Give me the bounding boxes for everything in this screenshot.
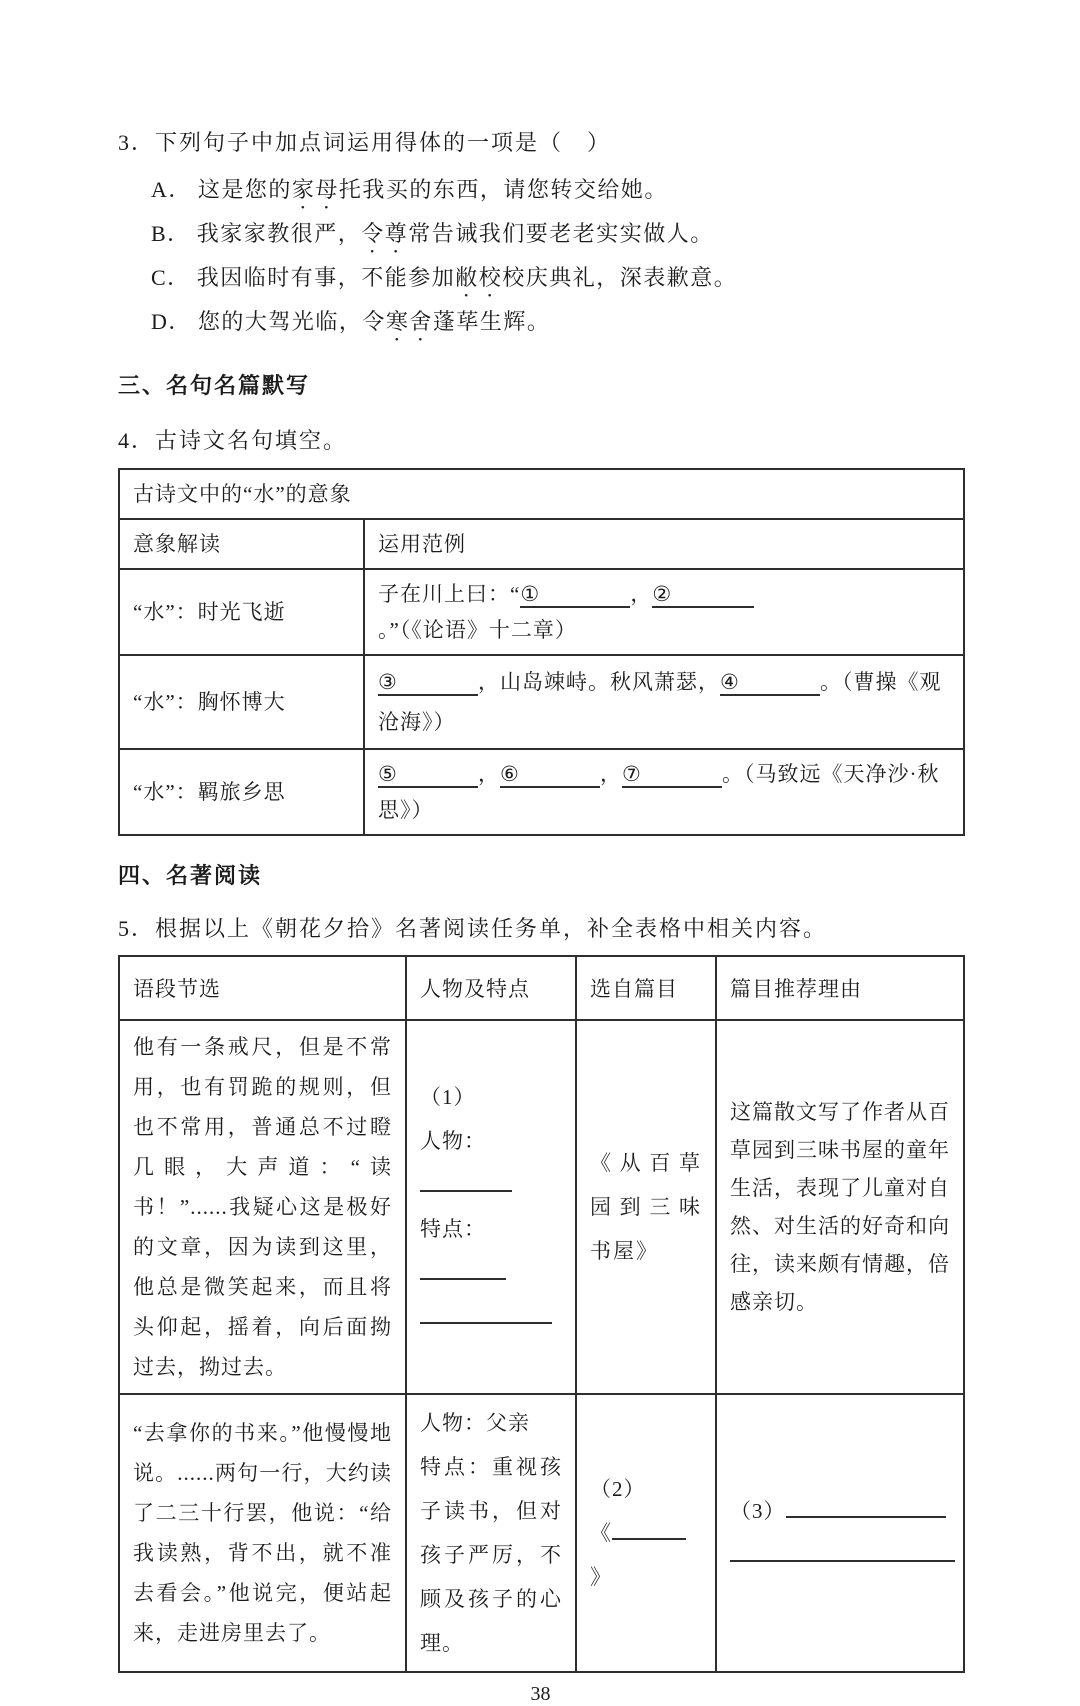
column-header-excerpt: 语段节选 — [119, 956, 406, 1020]
table-row — [119, 749, 964, 835]
option-a-text-post: 托我买的东西，请您转交给她。 — [338, 177, 668, 202]
imagery-label: “水”：羁旅乡思 — [119, 749, 364, 835]
recommendation-reason: 这篇散文写了作者从百草园到三味书屋的童年生活，表现了儿童对自然、对生活的好奇和向往，读来颇有情趣，倍感亲切。 — [716, 1020, 964, 1394]
table-title: 古诗文中的“水”的意象 — [119, 469, 964, 519]
imagery-label: “水”：胸怀博大 — [119, 655, 364, 749]
water-imagery-table — [118, 468, 965, 836]
section-heading-reading: 四、名著阅读 — [118, 863, 263, 888]
example-with-blanks: ⑤ ，⑥ ，⑦ 。（马致远《天净沙·秋思》） — [364, 749, 964, 835]
table-row — [119, 655, 964, 749]
column-header-interpretation: 意象解读 — [119, 519, 364, 569]
excerpt-text: “去拿你的书来。”他慢慢地说。......两句一行，大约读了二三十行罢，他说：“给我读熟，背不出，就不准去看会。”他说完，便站起来，走进房里去了。 — [119, 1394, 406, 1672]
question-3 — [118, 128, 963, 346]
option-c-text-post: 校庆典礼，深表歉意。 — [502, 265, 738, 290]
example-with-blanks: ③ ，山岛竦峙。秋风萧瑟，④ 。（曹操《观沧海》） — [364, 655, 964, 749]
question-3-stem: 3．下列句子中加点词运用得体的一项是（ ） — [118, 130, 612, 155]
source-fill-in: （2） 《》 — [576, 1394, 716, 1672]
question-5-stem: 5．根据以上《朝花夕拾》名著阅读任务单，补全表格中相关内容。 — [118, 916, 828, 941]
table-row — [119, 1394, 964, 1672]
option-c-label: C． — [151, 265, 191, 290]
option-d-label: D． — [151, 309, 192, 334]
option-a-emphasized-word: 家母 — [291, 177, 339, 202]
section-heading-dictation: 三、名句名篇默写 — [118, 373, 311, 398]
excerpt-text: 他有一条戒尺，但是不常用，也有罚跪的规则，但也不常用，普通总不过瞪几眼，大声道：“读书！”......我疑心这是极好的文章，因为读到这里，他总是微笑起来，而且将头仰起，摇着，向后面拗过去，拗过去。 — [119, 1020, 406, 1394]
option-d — [151, 302, 963, 346]
page-number: 38 — [530, 1683, 551, 1705]
source-title: 《从百草园到三味书屋》 — [576, 1020, 716, 1394]
option-d-emphasized-word: 寒舍 — [385, 309, 433, 334]
option-c-text-pre: 我因临时有事，不能参加 — [196, 265, 456, 290]
table-row — [119, 569, 964, 655]
option-b — [151, 214, 963, 258]
option-a — [151, 170, 963, 214]
question-4-stem: 4．古诗文名句填空。 — [118, 428, 348, 453]
option-b-emphasized-word: 令尊 — [361, 221, 409, 246]
column-header-character: 人物及特点 — [406, 956, 576, 1020]
option-b-text-post: 常告诫我们要老老实实做人。 — [408, 221, 714, 246]
option-b-label: B． — [151, 221, 191, 246]
table-row — [119, 1020, 964, 1394]
reading-task-table — [118, 955, 965, 1673]
option-d-text-post: 蓬荜生辉。 — [432, 309, 551, 334]
option-a-text-pre: 这是您的 — [197, 177, 292, 202]
question-3-options — [151, 170, 963, 346]
option-d-text-pre: 您的大驾光临，令 — [197, 309, 386, 334]
option-b-text-pre: 我家家教很严， — [196, 221, 362, 246]
column-header-reason: 篇目推荐理由 — [716, 956, 964, 1020]
reason-fill-in: （3） — [716, 1394, 964, 1672]
column-header-example: 运用范例 — [364, 519, 964, 569]
column-header-source: 选自篇目 — [576, 956, 716, 1020]
character-answer: 人物：父亲 特点：重视孩子读书，但对孩子严厉，不顾及孩子的心理。 — [406, 1394, 576, 1672]
example-with-blanks: 子在川上曰：“① ，②。”（《论语》十二章） — [364, 569, 964, 655]
option-c-emphasized-word: 敝校 — [455, 265, 503, 290]
option-a-label: A． — [151, 177, 192, 202]
option-c — [151, 258, 963, 302]
imagery-label: “水”：时光飞逝 — [119, 569, 364, 655]
character-fill-in: （1） 人物： 特点： — [406, 1020, 576, 1394]
